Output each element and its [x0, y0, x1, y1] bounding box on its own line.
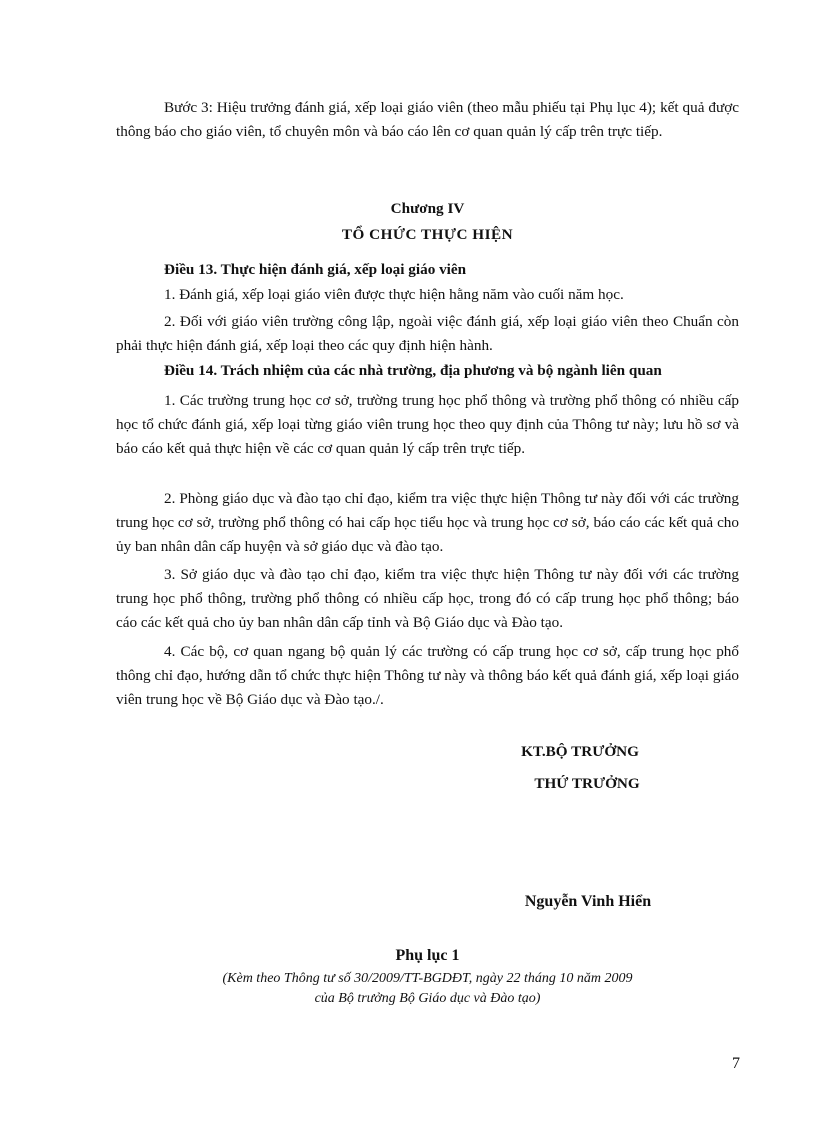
- article14-item-3: 3. Sở giáo dục và đào tạo chỉ đạo, kiểm tra việc thực hiện Thông tư này đối với các trường trung học phổ thông, trường phổ thông có nhiều cấp học, trong đó có cấp trung học phổ thông; báo cáo các kết quả cho ủy ban nhân dân cấp tỉnh và Bộ Giáo dục và Đào tạo.: [116, 566, 739, 632]
- article14-item-4: 4. Các bộ, cơ quan ngang bộ quản lý các trường có cấp trung học cơ sở, cấp trung học phổ thông chỉ đạo, hướng dẫn tổ chức thực hiện Thông tư này và thông báo kết quả đánh giá, xếp loại giáo viên trung học về Bộ Giáo dục và Đào tạo./.: [116, 643, 739, 709]
- chapter-number: Chương IV: [390, 200, 465, 217]
- appendix-note-line1: (Kèm theo Thông tư số 30/2009/TT-BGDĐT, ngày 22 tháng 10 năm 2009: [222, 971, 633, 986]
- step3-paragraph: Bước 3: Hiệu trưởng đánh giá, xếp loại giáo viên (theo mẫu phiếu tại Phụ lục 4); kết quả được thông báo cho giáo viên, tổ chuyên môn và báo cáo lên cơ quan quản lý cấp trên trực tiếp.: [116, 99, 739, 141]
- article13-heading: Điều 13. Thực hiện đánh giá, xếp loại giáo viên: [164, 261, 467, 278]
- signature-title-2: THỨ TRƯỞNG: [534, 775, 640, 792]
- appendix-note-line2: của Bộ trưởng Bộ Giáo dục và Đào tạo): [314, 991, 541, 1006]
- article13-item-1: 1. Đánh giá, xếp loại giáo viên được thực hiện hằng năm vào cuối năm học.: [164, 286, 624, 303]
- chapter-title: TỔ CHỨC THỰC HIỆN: [341, 226, 514, 243]
- article14-item-1: 1. Các trường trung học cơ sở, trường trung học phổ thông và trường phổ thông có nhiều cấp học tổ chức đánh giá, xếp loại từng giáo viên trung học theo quy định của Thông tư này; lưu hồ sơ và báo cáo kết quả thực hiện về các cơ quan quản lý cấp trên trực tiếp.: [116, 392, 739, 458]
- signer-name: Nguyễn Vinh Hiển: [524, 893, 652, 910]
- article14-heading: Điều 14. Trách nhiệm của các nhà trường, địa phương và bộ ngành liên quan: [164, 362, 662, 379]
- article13-item-2: 2. Đối với giáo viên trường công lập, ngoài việc đánh giá, xếp loại giáo viên theo Chuẩn còn phải thực hiện đánh giá, xếp loại theo các quy định hiện hành.: [116, 313, 739, 355]
- signature-title-1: KT.BỘ TRƯỞNG: [521, 743, 639, 760]
- article14-item-2: 2. Phòng giáo dục và đào tạo chỉ đạo, kiểm tra việc thực hiện Thông tư này đối với các trường trung học cơ sở, trường phổ thông có hai cấp học tiểu học và trung học cơ sở, báo cáo các kết quả cho ủy ban nhân dân cấp huyện và sở giáo dục và đào tạo.: [116, 490, 739, 556]
- page-number: 7: [732, 1055, 740, 1072]
- appendix-title: Phụ lục 1: [395, 947, 460, 964]
